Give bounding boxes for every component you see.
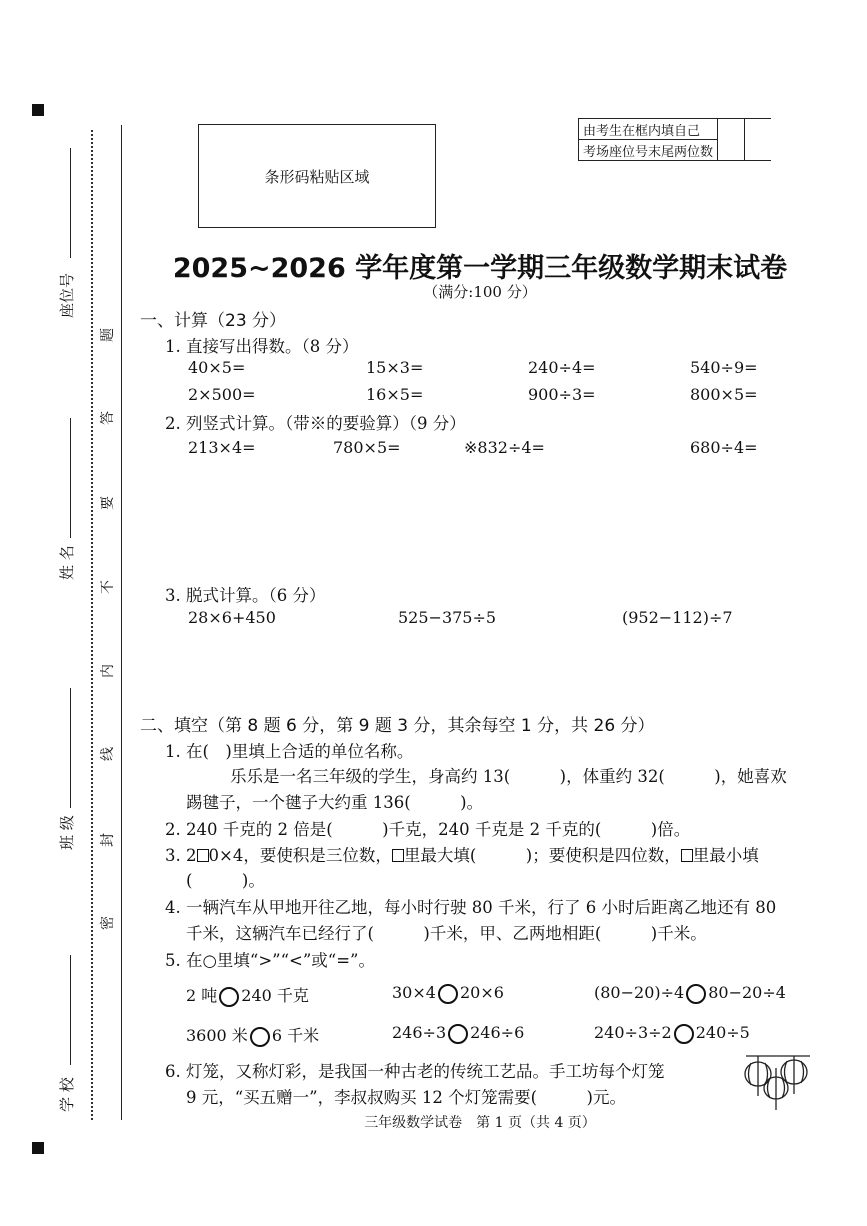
seal-char-3: 要 [100, 496, 116, 510]
compare-right: 246÷6 [470, 1023, 525, 1042]
school-label: 学 校 [58, 1077, 76, 1112]
s2-q3-mid2: 里最大填( )；要使积是四位数， [403, 846, 681, 865]
s2-q3-end: 里最小填 [692, 846, 759, 865]
blank-box-icon [392, 849, 404, 862]
seat-label: 座位号 [58, 272, 76, 318]
seal-char-6: 线 [100, 747, 116, 761]
s2-q3-line1 [165, 842, 759, 866]
blank-box-icon [681, 849, 693, 862]
compare-left: 3600 米 [186, 1026, 248, 1045]
compare-circle-icon[interactable] [674, 1024, 694, 1044]
binding-solid-line [121, 125, 122, 1120]
s1-q1-item: 40×5= [188, 358, 246, 377]
binding-dotted-line [91, 130, 93, 1120]
s1-q2-label: 2. 列竖式计算。（带※的要验算）（9 分） [165, 414, 466, 433]
seat-digit-cell-2[interactable] [745, 119, 772, 161]
seat-digit-cell-1[interactable] [718, 119, 745, 161]
seal-char-4: 不 [100, 580, 116, 594]
s1-q3-item: (952−112)÷7 [622, 608, 733, 627]
s2-q1-line1: 乐乐是一名三年级的学生，身高约 13( )，体重约 32( )，她喜欢 [230, 767, 787, 786]
s1-q1-item: 16×5= [366, 385, 424, 404]
compare-circle-icon[interactable] [219, 987, 239, 1007]
compare-right: 240 千克 [241, 986, 309, 1005]
s2-q4-line1: 4. 一辆汽车从甲地开往乙地，每小时行驶 80 千米，行了 6 小时后距离乙地还有 80 [165, 898, 777, 917]
s1-q2-item: ※832÷4= [464, 438, 545, 457]
name-blank-line [70, 418, 71, 538]
compare-right: 6 千米 [271, 1026, 320, 1045]
compare-circle-icon[interactable] [686, 984, 706, 1004]
seat-box-text-2: 考场座位号末尾两位数 [579, 140, 718, 161]
section2-heading: 二、填空（第 8 题 6 分，第 9 题 3 分，其余每空 1 分，共 26 分） [140, 716, 655, 736]
s1-q2-item: 780×5= [333, 438, 401, 457]
s1-q3-item: 525−375÷5 [398, 608, 497, 627]
compare-right: 80−20÷4 [708, 983, 786, 1002]
compare-right: 240÷5 [695, 1023, 750, 1042]
s1-q1-item: 2×500= [188, 385, 256, 404]
seal-char-8: 密 [100, 916, 116, 930]
section1-heading: 一、计算（23 分） [140, 311, 287, 331]
s2-q5-compare [186, 983, 309, 1007]
s2-q6-line1: 6. 灯笼，又称灯彩，是我国一种古老的传统工艺品。手工坊每个灯笼 [165, 1062, 665, 1081]
seal-char-1: 题 [100, 328, 116, 342]
class-blank-line [70, 688, 71, 808]
page-footer: 三年级数学试卷 第 1 页（共 4 页） [364, 1115, 596, 1131]
s1-q1-item: 900÷3= [528, 385, 596, 404]
s2-q6-line2: 9 元，“买五赠一”，李叔叔购买 12 个灯笼需要( )元。 [186, 1088, 626, 1107]
compare-left: 240÷3÷2 [594, 1023, 672, 1042]
seal-char-7: 封 [100, 833, 116, 847]
compare-left: 2 吨 [186, 986, 218, 1005]
seat-box-text-1: 由考生在框内填自己 [579, 119, 718, 140]
s1-q3-label: 3. 脱式计算。（6 分） [165, 586, 326, 605]
s2-q5-compare [594, 1023, 750, 1044]
s1-q3-item: 28×6+450 [188, 608, 276, 627]
registration-mark-bottom [32, 1142, 44, 1154]
lantern-illustration [742, 1050, 814, 1114]
s2-q3-mid1: 0×4，要使积是三位数， [208, 846, 392, 865]
exam-subtitle: （满分:100 分） [423, 283, 537, 301]
compare-circle-icon[interactable] [250, 1027, 270, 1047]
s1-q1-item: 800×5= [690, 385, 758, 404]
seat-blank-line [70, 148, 71, 258]
blank-box-icon [197, 849, 209, 862]
s2-q5-compare [594, 983, 786, 1004]
s2-q1-line2: 踢毽子，一个毽子大约重 136( )。 [186, 793, 484, 812]
s2-q4-line2: 千米，这辆汽车已经行了( )千米，甲、乙两地相距( )千米。 [186, 924, 707, 943]
s1-q2-item: 213×4= [188, 438, 256, 457]
s1-q2-item: 680÷4= [690, 438, 758, 457]
s2-q1-label: 1. 在( )里填上合适的单位名称。 [165, 742, 414, 761]
compare-right: 20×6 [459, 983, 504, 1002]
seal-char-2: 答 [100, 411, 116, 425]
s1-q1-item: 540÷9= [690, 358, 758, 377]
compare-left: (80−20)÷4 [594, 983, 685, 1002]
s1-q1-item: 240÷4= [528, 358, 596, 377]
compare-circle-icon[interactable] [438, 984, 458, 1004]
s2-q2: 2. 240 千克的 2 倍是( )千克，240 千克是 2 千克的( )倍。 [165, 820, 691, 839]
s2-q5-label: 5. 在○里填“>”“<”或“=”。 [165, 951, 375, 970]
school-blank-line [70, 955, 71, 1065]
s2-q5-compare [392, 1023, 524, 1044]
s2-q3-line2: ( )。 [186, 871, 265, 890]
compare-circle-icon[interactable] [448, 1024, 468, 1044]
compare-left: 246÷3 [392, 1023, 447, 1042]
s2-q5-compare [392, 983, 504, 1004]
class-label: 班 级 [58, 815, 76, 850]
barcode-area: 条形码粘贴区域 [198, 124, 436, 228]
s2-q3-pre: 3. 2 [165, 846, 197, 865]
s1-q1-item: 15×3= [366, 358, 424, 377]
compare-left: 30×4 [392, 983, 436, 1002]
s2-q5-compare [186, 1023, 319, 1047]
seal-char-5: 内 [100, 664, 116, 678]
seat-number-box [578, 118, 771, 161]
exam-title: 2025~2026 学年度第一学期三年级数学期末试卷 [172, 253, 788, 284]
s1-q1-label: 1. 直接写出得数。（8 分） [165, 337, 359, 356]
name-label: 姓 名 [58, 545, 76, 580]
registration-mark-top [32, 104, 44, 116]
